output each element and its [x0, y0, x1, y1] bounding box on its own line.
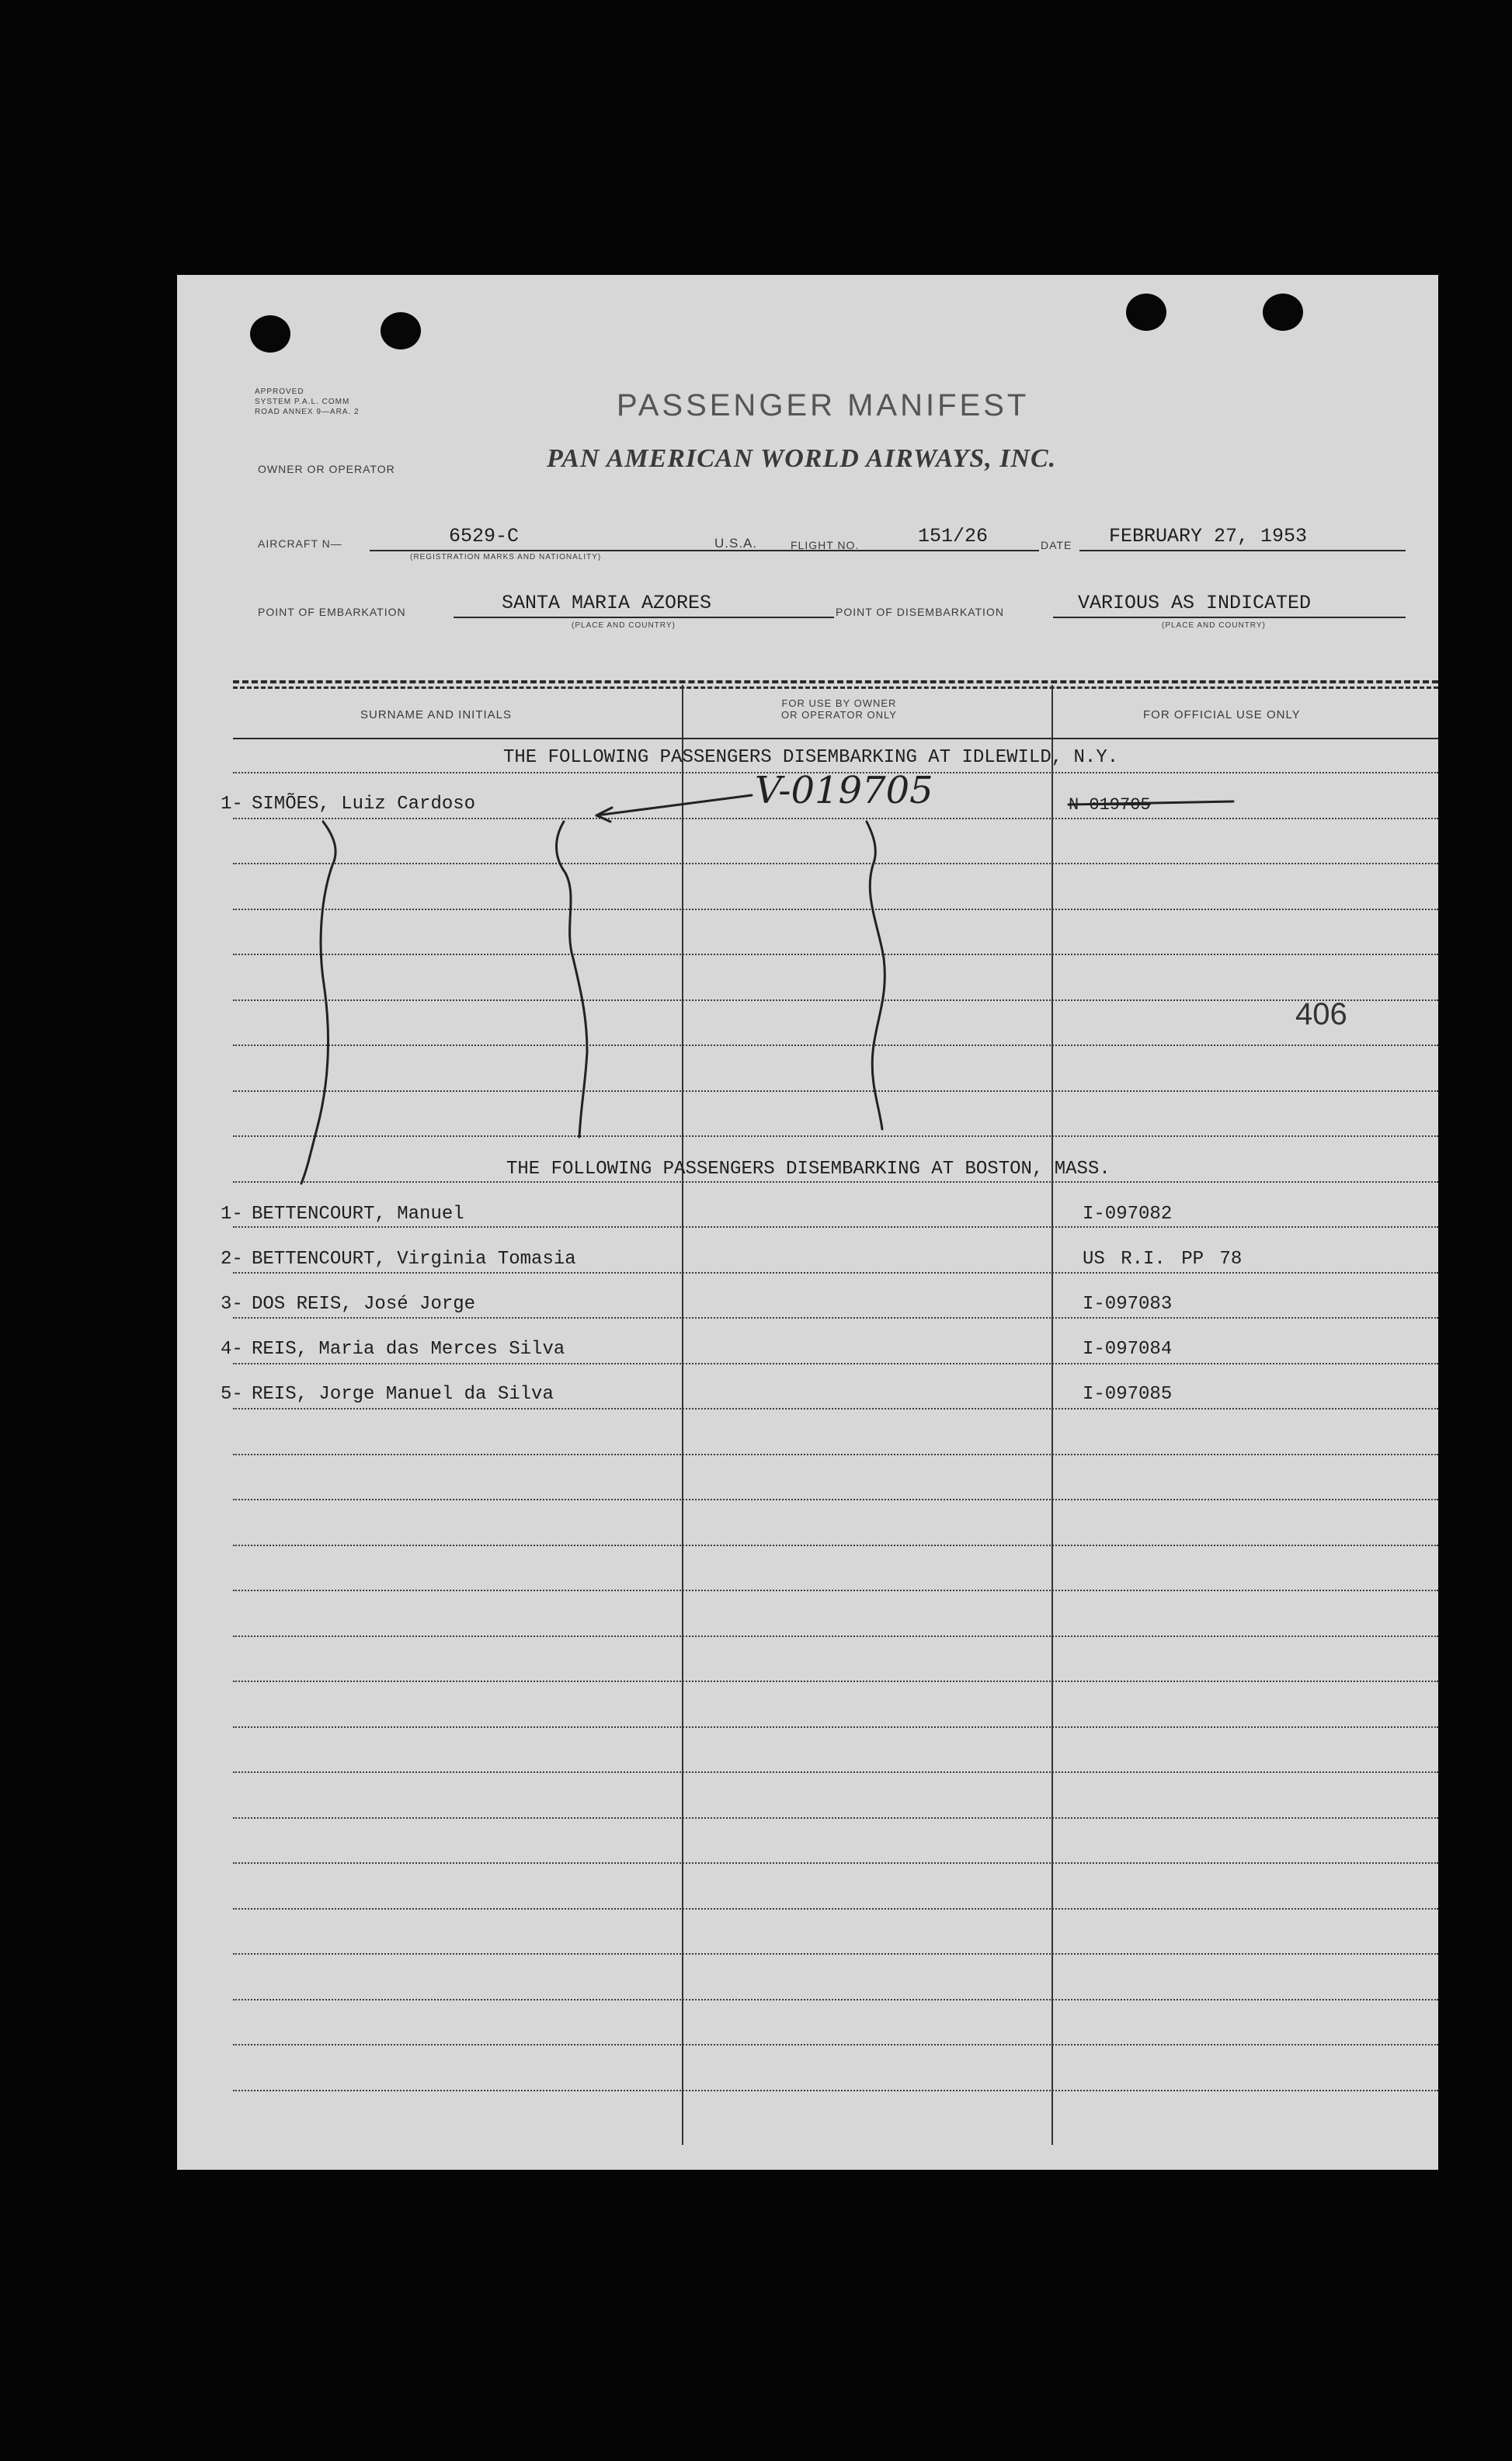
handwritten-marks: [177, 275, 1438, 2170]
page-number-annotation: 406: [1295, 997, 1347, 1031]
date-value: FEBRUARY 27, 1953: [1109, 525, 1308, 547]
passenger-name: DOS REIS, José Jorge: [252, 1294, 476, 1315]
official-number: US R.I. PP 78: [1083, 1249, 1243, 1270]
official-number: I-097085: [1083, 1384, 1173, 1405]
column-header-surname: SURNAME AND INITIALS: [360, 708, 513, 721]
owner-use-line: FOR USE BY OWNER: [781, 697, 897, 709]
owner-use-line: OR OPERATOR ONLY: [781, 709, 897, 721]
section-heading-boston: THE FOLLOWING PASSENGERS DISEMBARKING AT BOSTON, MASS.: [506, 1159, 1111, 1180]
flight-value: 151/26: [918, 525, 989, 547]
passenger-name: SIMÕES, Luiz Cardoso: [252, 794, 476, 815]
disembark-value: VARIOUS AS INDICATED: [1078, 592, 1312, 614]
row-number: 4-: [221, 1339, 243, 1360]
company-name: PAN AMERICAN WORLD AIRWAYS, INC.: [547, 444, 1057, 473]
passenger-name: BETTENCOURT, Virginia Tomasia: [252, 1249, 576, 1270]
form-title: PASSENGER MANIFEST: [617, 388, 1030, 422]
manifest-sheet: [177, 275, 1438, 2170]
ditto-wave: [301, 822, 335, 1184]
flight-label: FLIGHT NO.: [791, 539, 860, 551]
ditto-wave: [867, 822, 885, 1129]
owner-label: OWNER OR OPERATOR: [258, 463, 395, 475]
row-number: 5-: [221, 1384, 243, 1405]
row-number: 1-: [221, 794, 243, 815]
row-number: 1-: [221, 1204, 243, 1225]
aircraft-label: AIRCRAFT N—: [258, 537, 342, 550]
aircraft-value: 6529-C: [449, 525, 520, 547]
approval-line: ROAD ANNEX 9—ARA. 2: [255, 408, 360, 416]
section-heading-idlewild: THE FOLLOWING PASSENGERS DISEMBARKING AT IDLEWILD, N.Y.: [503, 747, 1119, 768]
date-label: DATE: [1041, 539, 1072, 551]
official-number: I-097084: [1083, 1339, 1173, 1360]
embark-caption: (PLACE AND COUNTRY): [572, 621, 676, 630]
column-header-official-use: FOR OFFICIAL USE ONLY: [1143, 708, 1301, 721]
approval-line: SYSTEM P.A.L. COMM: [255, 398, 350, 406]
approval-line: APPROVED: [255, 388, 304, 396]
passenger-name: REIS, Jorge Manuel da Silva: [252, 1384, 554, 1405]
embark-value: SANTA MARIA AZORES: [502, 592, 712, 614]
aircraft-caption: (REGISTRATION MARKS AND NATIONALITY): [410, 553, 602, 561]
arrow-line: [596, 795, 752, 815]
passenger-name: BETTENCOURT, Manuel: [252, 1204, 464, 1225]
passenger-name: REIS, Maria das Merces Silva: [252, 1339, 565, 1360]
official-number: I-097083: [1083, 1294, 1173, 1315]
row-number: 2-: [221, 1249, 243, 1270]
handwritten-visa-number: V-019705: [755, 769, 933, 812]
disembark-caption: (PLACE AND COUNTRY): [1162, 621, 1266, 630]
row-number: 3-: [221, 1294, 243, 1315]
nationality-label: U.S.A.: [714, 536, 758, 551]
disembark-label: POINT OF DISEMBARKATION: [836, 606, 1004, 618]
official-number: I-097082: [1083, 1204, 1173, 1225]
ditto-wave: [557, 822, 588, 1137]
official-number-struck: N-019705: [1069, 795, 1151, 815]
strike-line: [1069, 801, 1233, 805]
embark-label: POINT OF EMBARKATION: [258, 606, 406, 618]
